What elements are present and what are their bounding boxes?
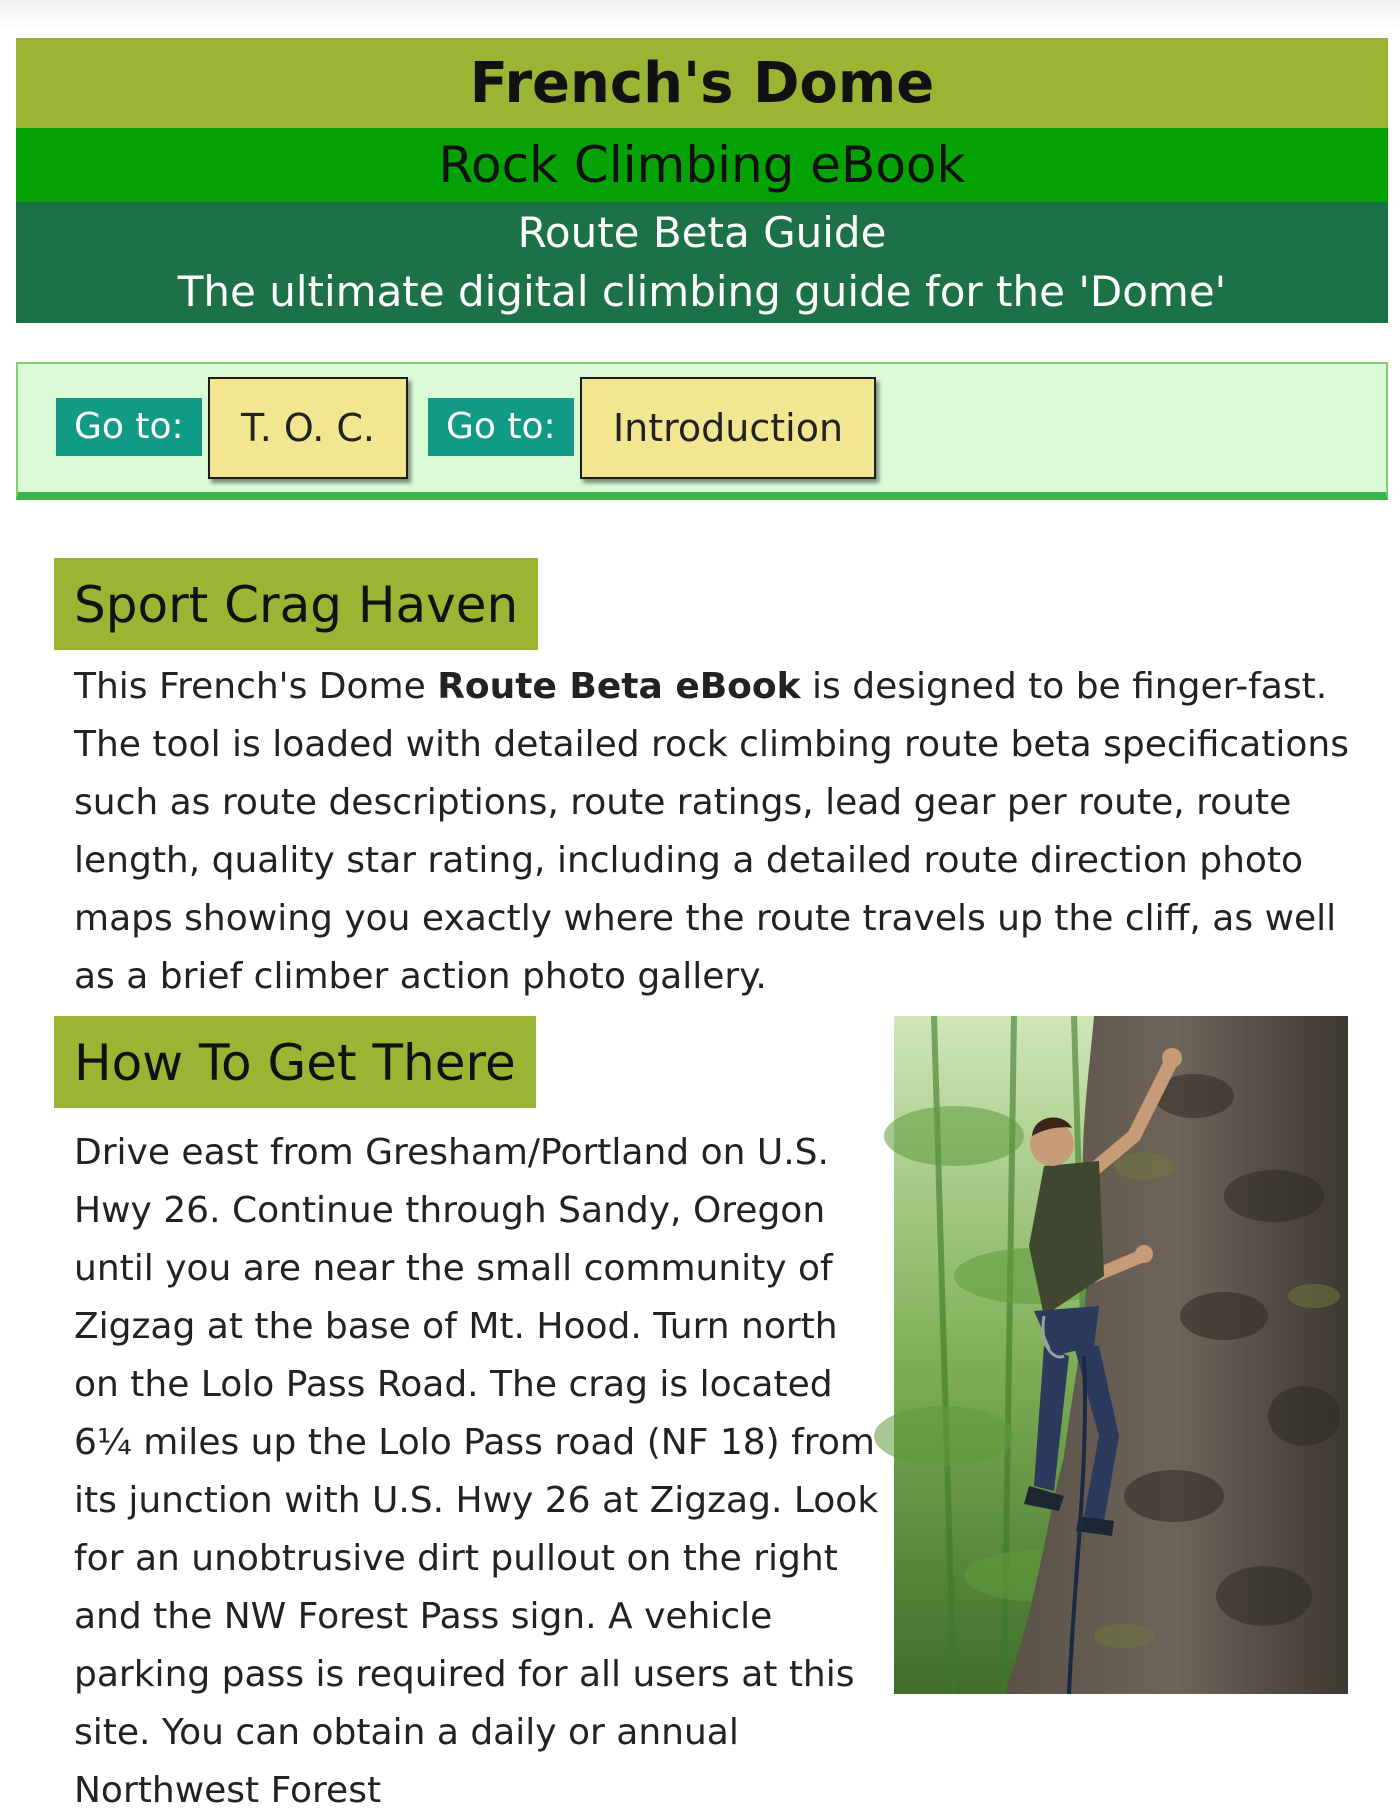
directions-text: Drive east from Gresham/Portland on U.S. Hwy 26. Continue through Sandy, Oregon until you are near the small community of Zigzag at the base of Mt. Hood. Turn north on the Lolo Pass Road. The crag is located 6¼ miles up the Lolo Pass road (NF 18) from its junction with U.S. Hwy 26 at Zigzag. Look for an unobtrusive dirt pullout on the right and the NW Forest Pass sign. A vehicle parking pass is required for all users at this site. You can obtain a daily or annual Northwest Forest	[74, 1132, 879, 1811]
goto-label-toc: Go to:	[56, 398, 202, 456]
introduction-button[interactable]: Introduction	[580, 377, 876, 479]
page-header	[16, 38, 1388, 323]
page-subtitle: Rock Climbing eBook	[16, 128, 1388, 202]
goto-label-intro: Go to:	[428, 398, 574, 456]
section-heading-directions: How To Get There	[54, 1016, 536, 1108]
page-title: French's Dome	[16, 38, 1388, 128]
guide-tagline: The ultimate digital climbing guide for the 'Dome'	[177, 267, 1227, 316]
crag-description	[74, 658, 1354, 1006]
crag-text-start: This French's Dome	[74, 666, 438, 707]
guide-title: Route Beta Guide	[517, 208, 887, 257]
guide-banner	[16, 202, 1388, 323]
climber-photo	[894, 1016, 1348, 1694]
section-heading-crag: Sport Crag Haven	[54, 558, 538, 650]
toc-button[interactable]: T. O. C.	[208, 377, 408, 479]
crag-text-end: is designed to be finger-fast. The tool is loaded with detailed rock climbing route beta specifications such as route descriptions, route ratings, lead gear per route, route length, quality star rating, including a detailed route direction photo maps showing you exactly where the route travels up the cliff, as well as a brief climber action photo gallery.	[74, 666, 1349, 997]
crag-text-bold: Route Beta eBook	[437, 666, 801, 707]
navigation-bar	[16, 362, 1388, 500]
